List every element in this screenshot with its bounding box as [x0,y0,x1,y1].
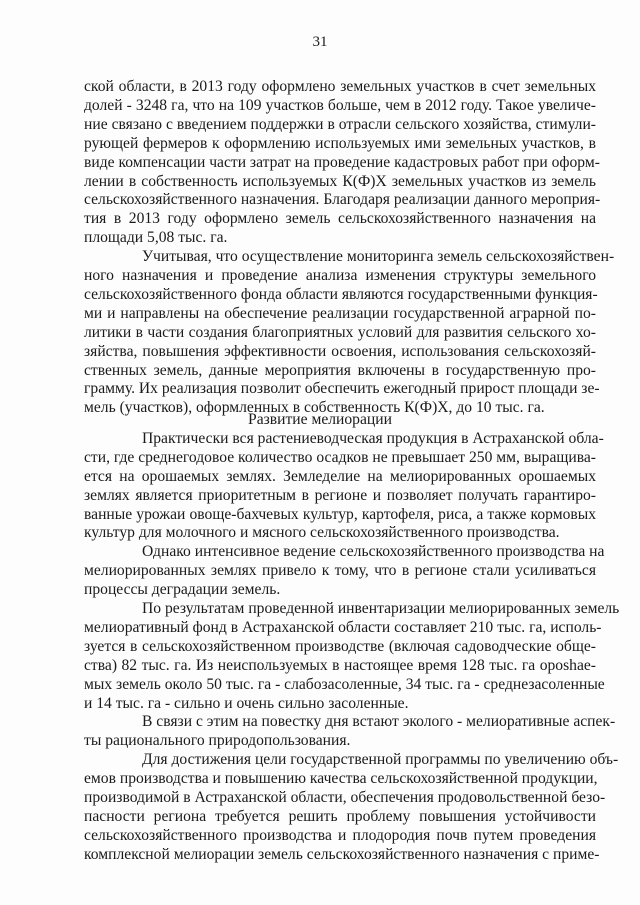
text-line: зяйства, повышения эффективности освоения, использования сельскохозяй- [84,343,596,360]
text-line: мель (участков), оформленных в собственность К(Ф)Х, до 10 тыс. га. [84,399,545,416]
text-line: долей - 3248 га, что на 109 участков больше, чем в 2012 году. Такое увеличе- [84,97,596,114]
text-line: ства) 82 тыс. га. Из неиспользуемых в настоящее время 128 тыс. га ороshae- [84,657,596,674]
text-line: виде компенсации части затрат на проведение кадастровых работ при оформ- [84,154,600,171]
page-number: 31 [312,34,328,50]
text-line: грамму. Их реализация позволит обеспечить ежегодный прирост площади зе- [84,380,600,397]
text-line: сельскохозяйственного фонда области являются государственными функция- [84,286,598,303]
text-line: ние связано с введением поддержки в отрасли сельского хозяйства, стимули- [84,116,596,133]
text-line: Практически вся растениеводческая продукция в Астраханской обла- [142,430,604,447]
text-line: сельскохозяйственного назначения. Благодаря реализации данного мероприя- [84,191,601,208]
text-line: сти, где среднегодовое количество осадков не превышает 250 мм, выращива- [84,449,597,466]
text-line: мелиорированных землях привело к тому, что в регионе стали усиливаться [84,562,596,579]
text-line: ванные урожаи овоще-бахчевых культур, картофеля, риса, а также кормовых [84,506,596,523]
text-line: пасности региона требуется решить проблему повышения устойчивости [84,808,596,825]
text-line: зуется в сельскохозяйственном производстве (включая садоводческие обще- [84,638,596,655]
text-line: лении в собственность используемых К(Ф)Х земельных участков из земель [84,173,596,190]
text-line: Однако интенсивное ведение сельскохозяйственного производства на [142,543,605,560]
text-line: мых земель около 50 тыс. га - слабозасоленные, 34 тыс. га - среднезасоленные [84,676,605,693]
text-line: и 14 тыс. га - сильно и очень сильно засоленные. [84,695,409,712]
text-line: ственных земель, данные мероприятия включены в государственную про- [84,362,596,379]
text-line: ты рационального природопользования. [84,732,351,749]
text-line: ного назначения и проведение анализа изменения структуры земельного [84,267,596,284]
text-line: рующей фермеров к оформлению используемых ими земельных участков, в [84,135,596,152]
section-heading: Развитие мелиорации [248,411,392,428]
text-line: комплексной мелиорации земель сельскохозяйственного назначения с приме- [84,846,600,863]
text-line: Учитывая, что осуществление мониторинга земель сельскохозяйствен- [142,248,615,265]
text-line: Для достижения цели государственной программы по увеличению объ- [142,751,619,768]
text-line: площади 5,08 тыс. га. [84,229,228,246]
text-line: культур для молочного и мясного сельскохозяйственного производства. [84,524,560,541]
text-line: ется на орошаемых землях. Земледелие на мелиорированных орошаемых [84,468,596,485]
text-line: тия в 2013 году оформлено земель сельскохозяйственного назначения на [84,210,596,227]
text-line: По результатам проведенной инвентаризации мелиорированных земель [142,600,620,617]
text-line: В связи с этим на повестку дня встают эколого - мелиоративные аспек- [142,713,616,730]
text-line: процессы деградации земель. [84,581,281,598]
text-line: ми и направлены на обеспечение реализации государственной аграрной по- [84,305,596,322]
text-line: литики в части создания благоприятных условий для развития сельского хо- [84,324,596,341]
text-line: производимой в Астраханской области, обеспечения продовольственной безо- [84,789,606,806]
text-line: землях является приоритетным в регионе и позволяет получать гарантиро- [84,487,596,504]
text-line: сельскохозяйственного производства и плодородия почв путем проведения [84,827,596,844]
text-line: ской области, в 2013 году оформлено земельных участков в счет земельных [84,78,596,95]
text-line: емов производства и повышению качества сельскохозяйственной продукции, [84,770,598,787]
text-line: мелиоративный фонд в Астраханской области составляет 210 тыс. га, исполь- [84,619,602,636]
